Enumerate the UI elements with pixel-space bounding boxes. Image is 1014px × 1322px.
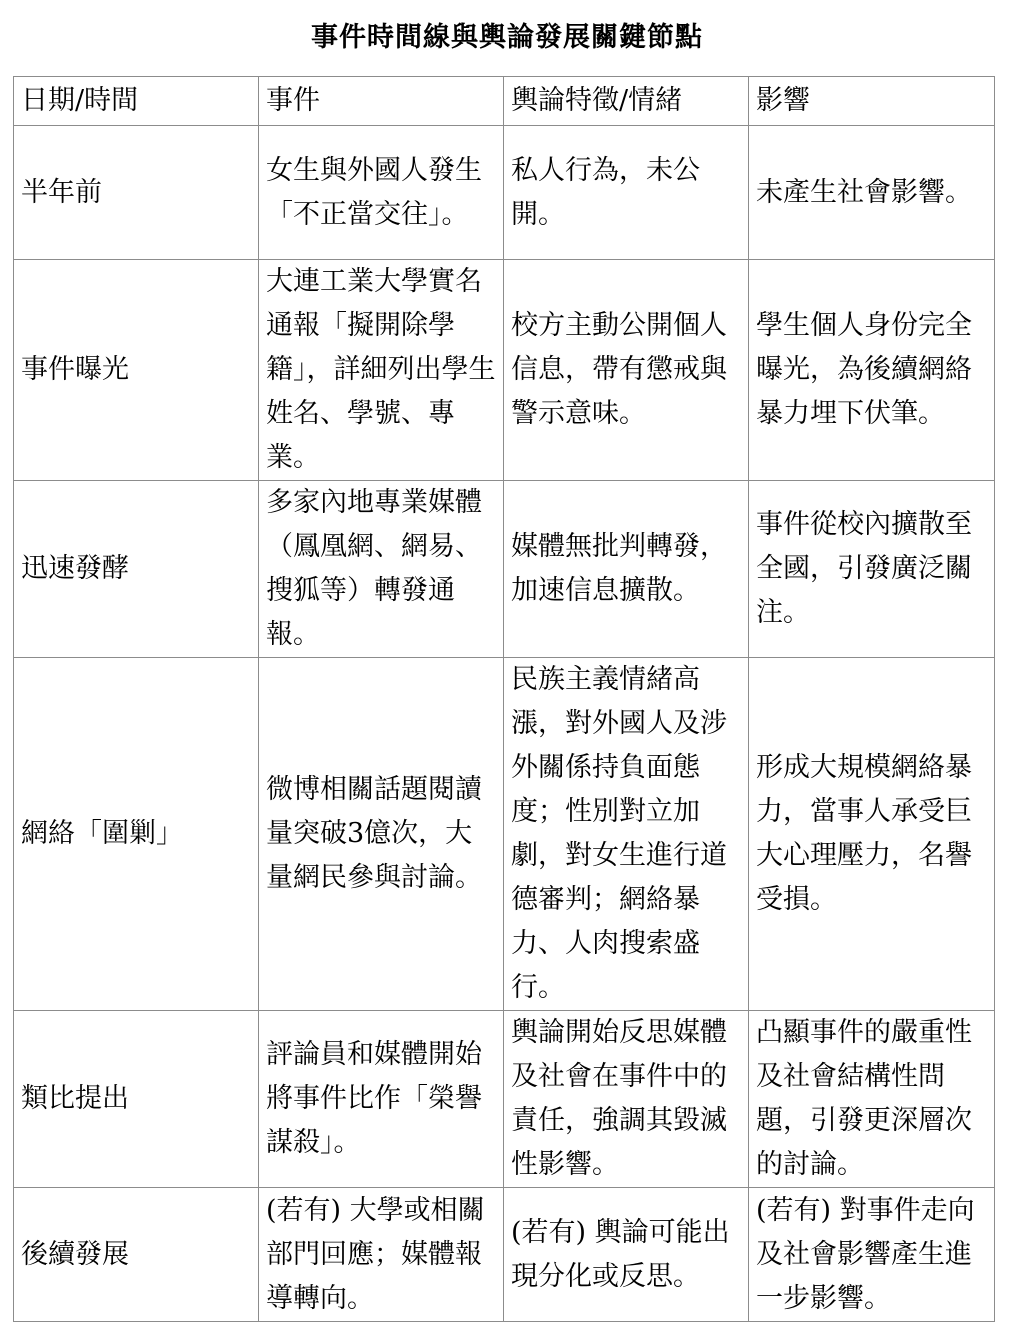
table-row <box>14 658 995 1011</box>
table-row <box>14 1011 995 1188</box>
cell-date: 類比提出 <box>14 1011 259 1188</box>
cell-date: 迅速發酵 <box>14 481 259 658</box>
cell-sentiment: 校方主動公開個人信息，帶有懲戒與警示意味。 <box>504 260 749 481</box>
cell-date: 後續發展 <box>14 1188 259 1322</box>
header-event: 事件 <box>259 77 504 126</box>
table-row <box>14 1188 995 1322</box>
cell-date: 網絡「圍剿」 <box>14 658 259 1011</box>
cell-event: 評論員和媒體開始將事件比作「榮譽謀殺」。 <box>259 1011 504 1188</box>
header-date: 日期/時間 <box>14 77 259 126</box>
header-sentiment: 輿論特徵/情緒 <box>504 77 749 126</box>
table-row <box>14 481 995 658</box>
cell-event: 女生與外國人發生「不正當交往」。 <box>259 126 504 260</box>
cell-event: (若有) 大學或相關部門回應；媒體報導轉向。 <box>259 1188 504 1322</box>
cell-date: 事件曝光 <box>14 260 259 481</box>
table-row <box>14 260 995 481</box>
cell-date: 半年前 <box>14 126 259 260</box>
cell-event: 大連工業大學實名通報「擬開除學籍」，詳細列出學生姓名、學號、專業。 <box>259 260 504 481</box>
cell-sentiment: 民族主義情緒高漲，對外國人及涉外關係持負面態度；性別對立加劇，對女生進行道德審判；網絡暴力、人肉搜索盛行。 <box>504 658 749 1011</box>
cell-impact: 未產生社會影響。 <box>749 126 995 260</box>
timeline-table <box>13 76 995 1322</box>
table-header-row <box>14 77 995 126</box>
cell-event: 多家內地專業媒體（鳳凰網、網易、搜狐等）轉發通報。 <box>259 481 504 658</box>
document-title: 事件時間線與輿論發展關鍵節點 <box>311 22 703 53</box>
cell-impact: 事件從校內擴散至全國，引發廣泛關注。 <box>749 481 995 658</box>
cell-sentiment: 輿論開始反思媒體及社會在事件中的責任，強調其毀滅性影響。 <box>504 1011 749 1188</box>
cell-sentiment: (若有) 輿論可能出現分化或反思。 <box>504 1188 749 1322</box>
header-impact: 影響 <box>749 77 995 126</box>
cell-impact: (若有) 對事件走向及社會影響產生進一步影響。 <box>749 1188 995 1322</box>
cell-sentiment: 私人行為，未公開。 <box>504 126 749 260</box>
table-row <box>14 126 995 260</box>
cell-impact: 形成大規模網絡暴力，當事人承受巨大心理壓力，名譽受損。 <box>749 658 995 1011</box>
cell-impact: 學生個人身份完全曝光，為後續網絡暴力埋下伏筆。 <box>749 260 995 481</box>
cell-event: 微博相關話題閱讀量突破3億次，大量網民參與討論。 <box>259 658 504 1011</box>
cell-impact: 凸顯事件的嚴重性及社會結構性問題，引發更深層次的討論。 <box>749 1011 995 1188</box>
cell-sentiment: 媒體無批判轉發，加速信息擴散。 <box>504 481 749 658</box>
